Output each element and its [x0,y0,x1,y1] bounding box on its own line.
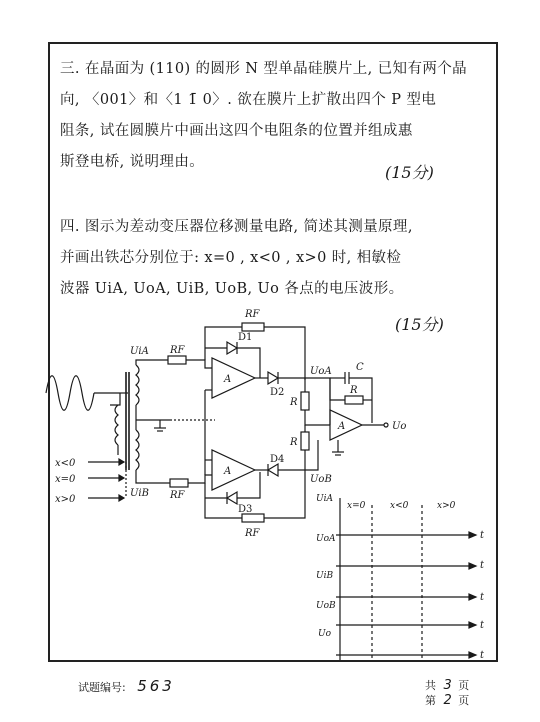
label-uo: Uo [392,421,407,432]
label-uib: UiB [130,488,149,499]
q3-score: (15分) [385,163,434,182]
label-uoa: UoA [310,366,332,377]
label-amp-top: A [224,374,232,385]
label-uia: UiA [130,346,149,357]
col-x-lt: x<0 [390,501,409,511]
row-label-uoa: UoA [316,534,336,544]
q4-score: (15分) [395,315,444,334]
rf-top-resistor [242,323,264,331]
time-axis-arrow-1 [469,563,476,569]
opamp-output-icon [330,410,362,440]
opamp-top-icon [212,358,255,398]
label-rf-top: RF [245,309,260,320]
total-value: 3 [443,678,455,693]
q3-line-4: 斯登电桥, 说明理由。 [60,154,205,170]
d2-diode-icon [268,372,278,384]
time-axis-arrow-3 [469,622,476,628]
r-feedback-resistor [345,396,363,404]
time-axis-arrow-0 [469,532,476,538]
label-rf-left-bottom: RF [170,490,185,501]
d1-diode-icon [227,342,237,354]
col-x-eq: x=0 [347,501,366,511]
exam-code [78,677,175,695]
d3-diode-icon [227,492,237,504]
row-label-uo: Uo [318,629,332,639]
col-x-gt: x>0 [437,501,456,511]
page-count [425,678,469,708]
label-rf-bottom: RF [245,528,260,539]
label-x-gt: x>0 [55,494,76,505]
time-axis-arrow-4 [469,652,476,658]
label-d2: D2 [270,387,285,398]
label-amp-output: A [338,421,346,432]
r-lower-resistor [301,432,309,450]
page-unit: 页 [458,694,470,707]
label-r-feedback: R [350,385,358,396]
label-d4: D4 [270,454,285,465]
page-label: 第 [425,694,436,707]
transformer-secondary-top-icon [136,365,139,405]
exam-code-label: 试题编号: [78,681,126,694]
row-label-uia: UiA [316,494,333,504]
transformer-primary-icon [115,405,118,445]
row-label-uob: UoB [316,601,336,611]
opamp-bottom-icon [212,450,255,490]
rf-left-top-resistor [168,356,186,364]
waveform-grid [336,498,476,660]
t-label-3: t [480,592,485,603]
t-label-1: t [480,530,485,541]
label-c: C [356,362,364,373]
transformer-secondary-bottom-icon [136,430,139,470]
label-x-eq: x=0 [55,474,76,485]
label-rf-left-top: RF [170,345,185,356]
label-d3: D3 [238,504,253,515]
label-d1: D1 [238,332,253,343]
exam-code-value: 563 [137,677,175,695]
q4-line-3: 波器 UiA, UoA, UiB, UoB, Uo 各点的电压波形。 [60,281,404,297]
rf-left-bottom-resistor [170,479,188,487]
q3-line-2: 向, 〈001〉和〈1 1̄ 0〉. 欲在膜片上扩散出四个 P 型电 [60,92,437,108]
label-amp-bottom: A [224,466,232,477]
label-x-lt: x<0 [55,458,76,469]
time-axis-arrow-2 [469,594,476,600]
q3-line-1: 三. 在晶面为 (110) 的圆形 N 型单晶硅膜片上, 已知有两个晶 [60,61,468,77]
label-uob: UoB [310,474,332,485]
t-label-2: t [480,560,485,571]
q4-line-1: 四. 图示为差动变压器位移测量电路, 简述其测量原理, [60,219,413,235]
label-r-lower: R [290,437,298,448]
label-r-upper: R [290,397,298,408]
t-label-4: t [480,620,485,631]
rf-bottom-resistor [242,514,264,522]
t-label-5: t [480,650,485,661]
page-value: 2 [443,693,455,708]
total-unit: 页 [458,679,470,692]
r-upper-resistor [301,392,309,410]
q4-line-2: 并画出铁芯分别位于: x=0 , x<0 , x>0 时, 相敏检 [60,250,402,266]
total-label: 共 [425,679,436,692]
sine-source-icon [46,376,94,411]
row-label-uib: UiB [316,571,334,581]
q3-line-3: 阻条, 试在圆膜片中画出这四个电阻条的位置并组成惠 [60,123,413,139]
d4-diode-icon [268,464,278,476]
